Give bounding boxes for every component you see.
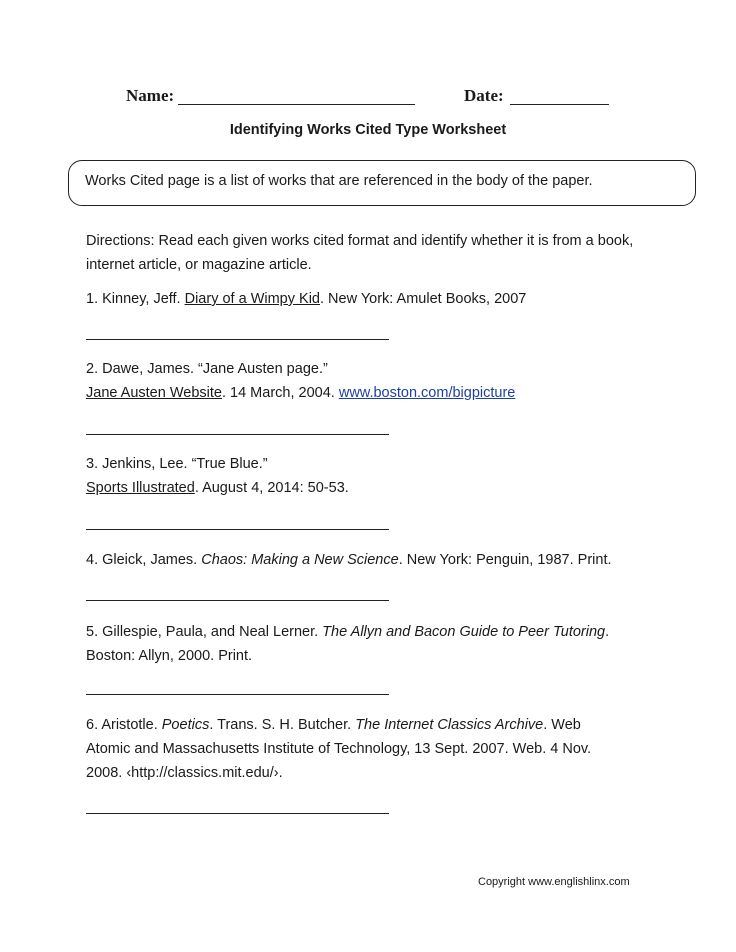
header-row bbox=[0, 86, 736, 110]
citation-item-6 bbox=[86, 713, 686, 785]
definition-box bbox=[68, 160, 696, 206]
citation-text: . New York: Amulet Books, 2007 bbox=[319, 291, 527, 307]
citation-item-3 bbox=[86, 452, 686, 500]
worksheet-title: Identifying Works Cited Type Worksheet bbox=[229, 122, 507, 138]
directions-text: Directions: Read each given works cited format and identify whether it is from a book, internet article, or magazine article. bbox=[86, 233, 634, 273]
citation-title: Poetics bbox=[161, 717, 210, 733]
citation-title: Jane Austen Website bbox=[86, 385, 222, 401]
answer-line-1[interactable] bbox=[86, 339, 389, 340]
citation-title: Diary of a Wimpy Kid bbox=[184, 291, 320, 307]
citation-text: 5. Gillespie, Paula, and Neal Lerner. bbox=[86, 624, 323, 640]
name-blank-line bbox=[178, 104, 415, 105]
citation-text: . Web bbox=[543, 717, 581, 733]
citation-text: 2008. ‹http://classics.mit.edu/›. bbox=[86, 765, 283, 781]
answer-line-6[interactable] bbox=[86, 813, 389, 814]
citation-link[interactable]: www.boston.com/bigpicture bbox=[338, 385, 516, 401]
citation-item-4 bbox=[86, 548, 686, 572]
citation-text: 4. Gleick, James. bbox=[86, 552, 202, 568]
citation-item-2 bbox=[86, 357, 686, 405]
definition-text: Works Cited page is a list of works that are referenced in the body of the paper. bbox=[85, 173, 593, 189]
citation-item-1 bbox=[86, 287, 686, 311]
citation-title: The Internet Classics Archive bbox=[355, 717, 544, 733]
date-blank-line bbox=[510, 104, 609, 105]
citation-text: 1. Kinney, Jeff. bbox=[86, 291, 185, 307]
answer-line-4[interactable] bbox=[86, 600, 389, 601]
answer-line-3[interactable] bbox=[86, 529, 389, 530]
answer-line-2[interactable] bbox=[86, 434, 389, 435]
name-label: Name: bbox=[126, 86, 175, 105]
citation-text: Atomic and Massachusetts Institute of Technology, 13 Sept. 2007. Web. 4 Nov. bbox=[86, 741, 592, 757]
citation-text: . August 4, 2014: 50-53. bbox=[194, 480, 349, 496]
copyright-footer: Copyright www.englishlinx.com bbox=[478, 876, 630, 888]
citation-text: . Trans. S. H. Butcher. bbox=[209, 717, 356, 733]
citation-title: The Allyn and Bacon Guide to Peer Tutoring bbox=[322, 624, 606, 640]
citation-text: Boston: Allyn, 2000. Print. bbox=[86, 648, 253, 664]
citation-text: 3. Jenkins, Lee. “True Blue.” bbox=[86, 456, 268, 472]
citation-text: . 14 March, 2004. bbox=[221, 385, 339, 401]
citation-title: Sports Illustrated bbox=[86, 480, 195, 496]
citation-text: . bbox=[605, 624, 610, 640]
answer-line-5[interactable] bbox=[86, 694, 389, 695]
date-label: Date: bbox=[464, 86, 504, 105]
citation-title: Chaos: Making a New Science bbox=[201, 552, 399, 568]
citation-text: 2. Dawe, James. “Jane Austen page.” bbox=[86, 361, 328, 377]
citation-text: 6. Aristotle. bbox=[86, 717, 162, 733]
citation-item-5 bbox=[86, 620, 686, 668]
citation-text: . New York: Penguin, 1987. Print. bbox=[398, 552, 612, 568]
